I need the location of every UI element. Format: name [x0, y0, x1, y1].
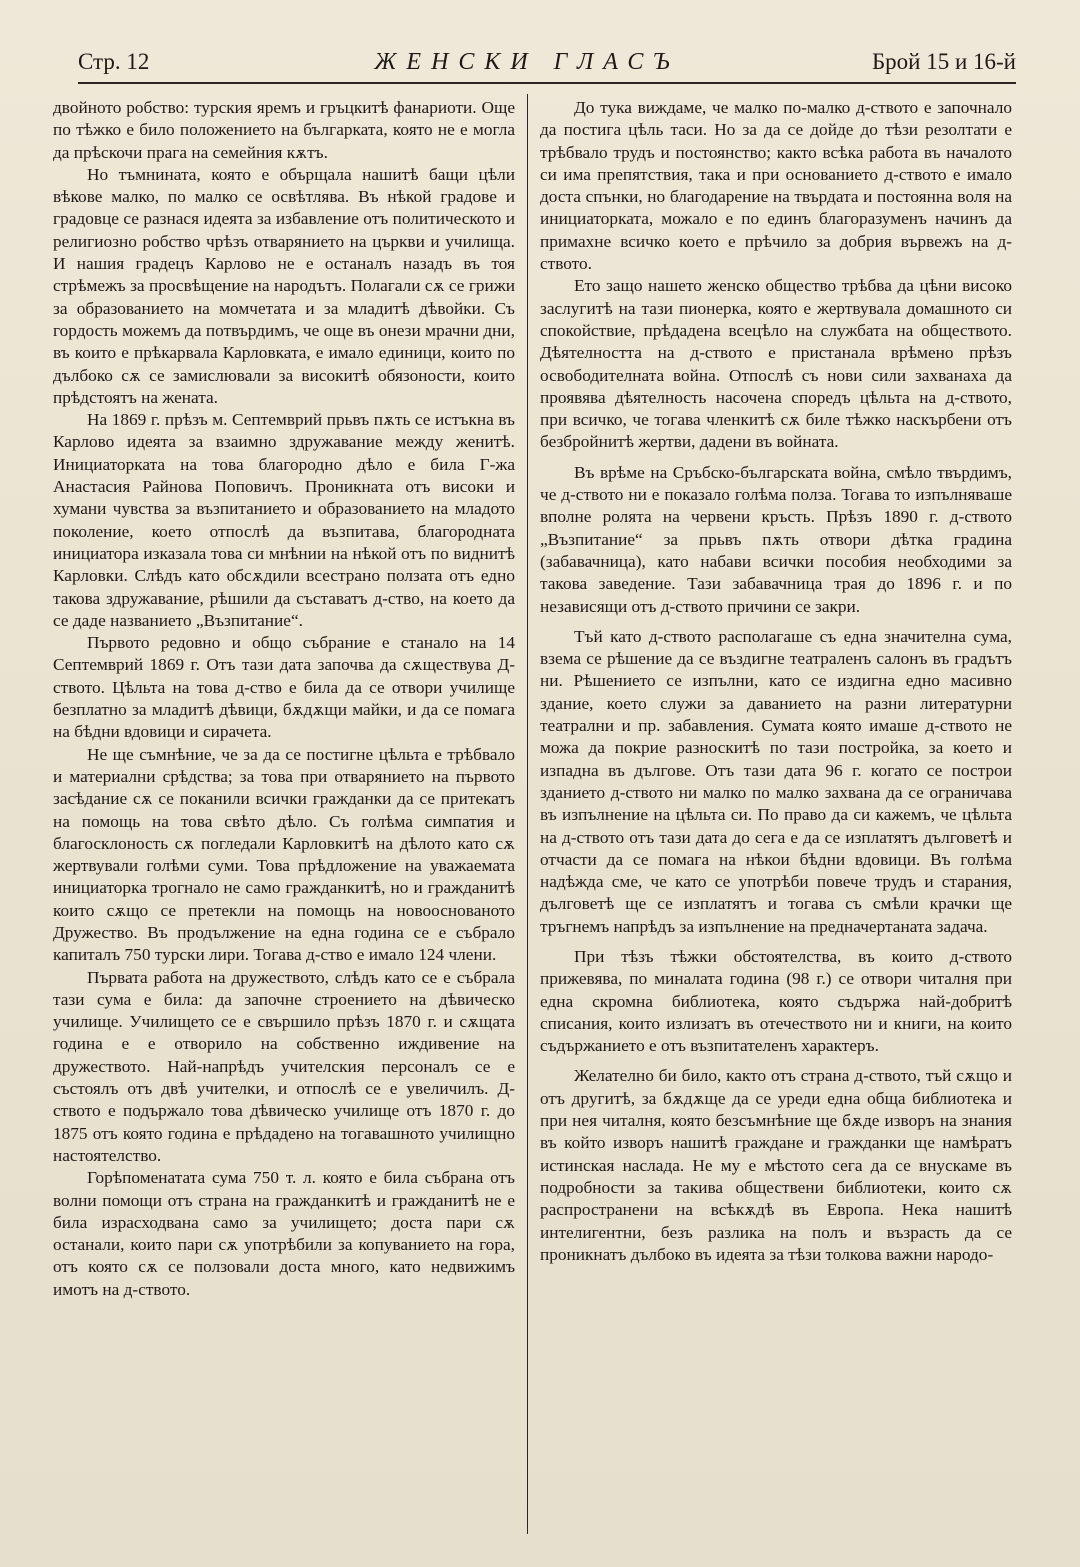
paragraph: Въ врѣме на Сръбско-българската война, смѣло твърдимъ, че д-ството ни е показало голѣма полза. Тогава то изпълняваше вполне ролята на червени кръсть. Прѣзъ 1890 г. д-ството „Възпитание“ за прьвъ пѫть отвори дѣтка градина (забавачница), като набави всички пособия необходими за такова заведение. Тази забавачница трая до 1896 г. и по независящи отъ д-ството причини се закри.	[540, 462, 1012, 616]
paragraph: Не ще съмнѣние, че за да се постигне цѣльта е трѣбвало и материални срѣдства; за това при отварянието на първото засѣдание сѫ се поканили всички гражданки да се притекатъ на помощь на това свѣто дѣло. Съ голѣма симпатия и благосклоность сѫ погледали Карловкитѣ на дѣлото като сѫ жертвували голѣми суми. Това прѣдложение на уважаемата инициаторка трогнало не само гражданкитѣ, но и гражданитѣ които сѫщо се претекли на помощь на новооснованото Дружество. Въ продължение на една година се е събрало капиталъ 750 турски лири. Тогава д-ство е имало 124 члени.	[53, 744, 515, 965]
paragraph: Тъй като д-ството располагаше съ една значителна сума, взема се рѣшение да се въздигне театраленъ салонъ въ градътъ ни. Рѣшението се изпълни, като се издигна едно масивно здание, което служи за даванието на разни литературни театрални и пр. забавления. Сумата която имаше д-ството не можа да покрие разноскитѣ по тази постройка, за което и изпадна въ дългове. Отъ тази дата 96 г. когато се построи зданието д-ството ни малко по малко захвана да се ограничава въ изпълнение на цѣльта си. По право да си кажемъ, че цѣльта на д-ството отъ тази дата до сега е да се изплатятъ дълговетѣ и отчасти да се помага на нѣкои бѣдни вдовици. Въ голѣма надѣжда сме, че като се употрѣби повече трудъ и старания, дълговетѣ ще се изплатятъ и тогава съ смѣли крачки ще тръгнемъ напрѣдъ за изпълнение на предначертаната задача.	[540, 626, 1012, 936]
paragraph: При тѣзъ тѣжки обстоятелства, въ които д-ството прижевява, по миналата година (98 г.) се отвори читалня при една скромна библиотека, която съдържа най-добритѣ списания, които излизатъ въ отечеството ни и книги, на които съдържанието е отъ възпитателенъ характеръ.	[540, 946, 1012, 1056]
paragraph: Първото редовно и общо събрание е станало на 14 Септемврий 1869 г. Отъ тази дата започва да сѫществува Д-ството. Цѣльта на това д-ство е била да се отвори училище безплатно за младитѣ дѣвици, бѫдѫщи майки, и да се помага на бѣдни вдовици и сирачета.	[53, 633, 515, 742]
paragraph: Но тъмнината, която е обърщала нашитѣ бащи цѣли вѣкове малко, по малко се освѣтлява. Въ нѣкой градове и градовце се разнася идеята за избавление отъ политическото и религиозно робство чрѣзъ отварянието на църкви и училища. И нашия градецъ Карлово не е останалъ назадъ въ тоя стрѣмежъ за просвѣщение на народътъ. Полагали сѫ се грижи за образованието на момчетата и за младитѣ дѣвойки. Съ гордость можемъ да потвърдимъ, че още въ онези мрачни дни, въ които е прѣкарвала Карловката, е имало единици, които по дълбоко сѫ се замислювали за високитѣ обязоности, които прѣдстоятъ на жената.	[53, 164, 515, 407]
paragraph: Желателно би било, както отъ страна д-ството, тъй сѫщо и отъ другитѣ, за бѫдѫще да се уреди една обща библиотека и при нея читалня, която безсъмнѣние ще бѫде изворъ на знания въ който изворъ нашитѣ граждане и гражданки ще намѣратъ истинская наслада. Не му е мѣстото сега да се внускаме въ подробности за такива обществени библиотеки, които сѫ распространени на всѣкѫдѣ въ Европа. Нека нашитѣ интелигентни, безъ разлика на полъ и възрасть да се проникнатъ дълбоко въ идеята за тѣзи толкова важни народо-	[540, 1066, 1012, 1264]
page-header	[78, 42, 1016, 84]
paragraph: Ето защо нашето женско общество трѣбва да цѣни високо заслугитѣ на тази пионерка, която е жертвувала домашното си спокойствие, прѣдадена всецѣло на службата на обществото. Дѣятелността на д-ството е пристанала врѣмено прѣзъ освободителната война. Отпослѣ съ нови сили захванаха да проявява дѣятелность насочена споредъ цѣльта на д-ството, при всичко, че тогава членкитѣ сѫ биле тѣжко наскърбени отъ безбройнитѣ жертви, дадени въ войната.	[540, 276, 1012, 452]
right-column	[540, 97, 1012, 1266]
journal-title: ЖЕНСКИ ГЛАСЪ	[374, 48, 680, 75]
left-column	[53, 97, 515, 1301]
paragraph: Първата работа на дружеството, слѣдъ като се е събрала тази сума е била: да започне строението на дѣвическо училище. Училището се е свършило прѣзъ 1870 г. и сѫщата година е е отворило на собственно иждивение на дружеството. Най-напрѣдъ учителския персоналъ се е състоялъ отъ двѣ учителки, и отпослѣ се е увеличилъ. Д-ството е подържало това дѣвическо училище отъ 1870 г. до 1875 отъ която година е прѣдадено на тогавашното училищно настоятелство.	[53, 967, 515, 1165]
page-number: Стр. 12	[78, 49, 150, 74]
paragraph: двойното робство: турския яремъ и гръцкитѣ фанариоти. Още по тѣжко е било положението на българката, която не е могла да прѣскочи прага на семейния кѫтъ.	[53, 98, 515, 162]
paragraph: До тука виждаме, че малко по-малко д-ството е започнало да постига цѣль таси. Но за да се дойде до тѣзи резолтати е трѣбвало трудъ и постоянство; както всѣка работа въ началото си има препятствия, така и при основанието д-ството е имало доста спънки, но благодарение на твърдата и постоянна воля на инициаторката, можало е по единъ благоразуменъ начинъ да примахне всичко което е прѣчило за добрия вървежъ на д-ството.	[540, 98, 1012, 274]
column-divider	[527, 94, 528, 1534]
paragraph: Горѣпоменатата сума 750 т. л. която е била събрана отъ волни помощи отъ страна на гражданкитѣ и гражданитѣ не е била израсходвана само за училището; доста пари сѫ останали, които пари сѫ употрѣбили за копуванието на гора, отъ която сѫ се ползовали доста много, като недвижимъ имотъ на д-ството.	[53, 1168, 515, 1299]
paragraph: На 1869 г. прѣзъ м. Септемврий прьвъ пѫть се истъкна въ Карлово идеята за взаимно здружавание между женитѣ. Инициаторката на това благородно дѣло е била Г-жа Анастасия Райнова Поповичъ. Проникната отъ високи и хумани чувства за възпитанието и образованието на младото поколение, което отпослѣ да възпитава, благородната инициатора изказала това си мнѣнии на нѣкой отъ по виднитѣ Карловки. Слѣдъ като обсѫдили всестрано ползата отъ едно такова здружавание, рѣшили да съставатъ д-ство, на което да се даде названието „Възпитание“.	[53, 410, 515, 630]
issue-number: Брой 15 и 16-й	[871, 49, 1016, 74]
